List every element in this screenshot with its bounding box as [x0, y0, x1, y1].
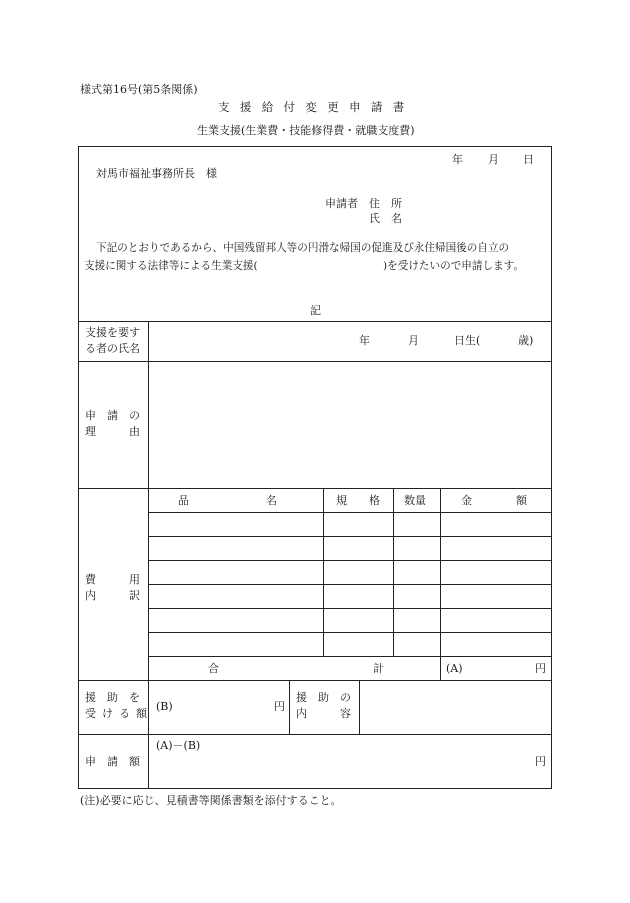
rule-top-section	[78, 321, 552, 322]
cost-col-amount: 金 額	[461, 494, 527, 507]
cost-label-line1: 費 用	[85, 573, 140, 586]
rule-cost-row3	[148, 584, 552, 585]
assist-b-mark: (B)	[156, 700, 173, 713]
person-birth: 日生(	[454, 334, 481, 347]
ki-label: 記	[310, 304, 321, 317]
cost-col-item: 品 名	[178, 494, 277, 507]
apply-yen: 円	[535, 755, 546, 768]
col-item-spec	[323, 488, 324, 656]
cost-col-spec: 規 格	[336, 494, 380, 507]
date-month: 月	[488, 153, 499, 166]
body-text-line2a: 支援に関する法律等による生業支援(	[84, 260, 258, 272]
date-year: 年	[452, 153, 463, 166]
cost-col-qty: 数量	[404, 494, 426, 507]
rule-cost-row5	[148, 632, 552, 633]
applicant-label: 申請者	[325, 197, 358, 210]
date-day: 日	[523, 153, 534, 166]
cost-total-yen: 円	[535, 662, 546, 675]
person-label-line2: る者の氏名	[85, 342, 140, 355]
cost-total-mark: (A)	[446, 662, 463, 675]
body-text-line1: 下記のとおりであるから、中国残留邦人等の円滑な帰国の促進及び永住帰国後の自立の	[96, 242, 510, 254]
col-spec-qty	[393, 488, 394, 656]
footnote: (注)必要に応じ、見積書等関係書類を添付すること。	[80, 794, 342, 807]
person-year: 年	[359, 334, 370, 347]
assist-content-line1: 援 助 の	[296, 691, 351, 704]
assist-b-yen: 円	[274, 700, 285, 713]
rule-cost-row4	[148, 608, 552, 609]
applicant-name-label: 氏 名	[369, 212, 402, 225]
rule-assist	[78, 734, 552, 735]
col-assist-content	[359, 680, 360, 734]
person-age: 歳)	[518, 334, 534, 347]
applicant-address-label: 住 所	[369, 197, 402, 210]
reason-label-line2: 理 由	[85, 425, 140, 438]
body-text-line2b: )を受けたいので申請します。	[383, 260, 525, 272]
col-qty-amount	[440, 488, 441, 680]
form-title: 支援給付変更申請書	[218, 100, 415, 114]
rule-reason	[78, 488, 552, 489]
addressee: 対馬市福祉事務所長 様	[96, 167, 217, 180]
rule-person	[78, 361, 552, 362]
apply-formula: (A)－(B)	[156, 739, 201, 752]
form-number: 様式第16号(第5条関係)	[80, 83, 198, 96]
cost-label-line2: 内 訳	[85, 589, 140, 602]
apply-label: 申 請 額	[85, 755, 140, 768]
assist-label-line1: 援 助 を	[85, 691, 140, 704]
reason-label-line1: 申 請 の	[85, 409, 140, 422]
rule-cost-row2	[148, 560, 552, 561]
rule-cost-header	[148, 512, 552, 513]
person-label-line1: 支援を要す	[85, 326, 140, 339]
rule-cost-row1	[148, 536, 552, 537]
cost-total-label: 合 計	[208, 662, 384, 675]
col-assist-b	[289, 680, 290, 734]
form-subtitle: 生業支援(生業費・技能修得費・就職支度費)	[197, 124, 415, 137]
assist-label-line2: 受ける額	[85, 707, 154, 720]
rule-cost-row6	[148, 656, 552, 657]
rule-cost-total	[78, 680, 552, 681]
assist-content-line2: 内 容	[296, 707, 351, 720]
person-month: 月	[408, 334, 419, 347]
